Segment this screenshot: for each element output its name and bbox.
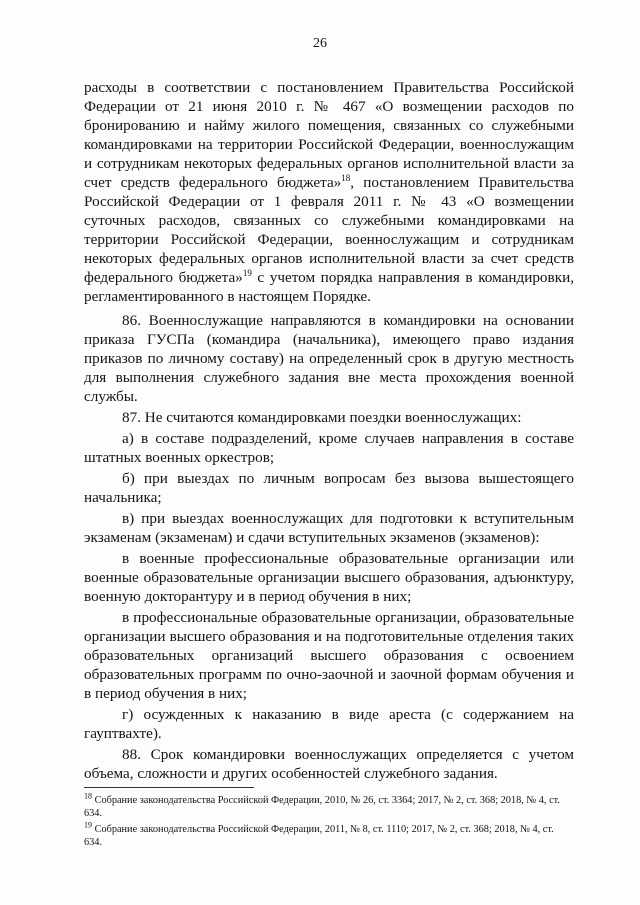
footnote-text: Собрание законодательства Российской Федерации, 2011, № 8, ст. 1110; 2017, № 2, ст. 368; 2018, № 4, ст. 634.: [84, 824, 554, 848]
paragraph-text: расходы в соответствии с постановлением Правительства Российской Федерации от 21 июня 2010 г. № 467 «О возмещении расходов по бронированию и найму жилого помещения, связанных со служебными командировками на территории Российской Федерации, военнослужащим и сотрудникам некоторых федеральных органов исполнительной власти за счет средств федерального бюджета»: [84, 79, 574, 191]
paragraph-text: , постановлением Правительства Российской Федерации от 1 февраля 2011 г. № 43 «О возмещении суточных расходов, связанных со служебными командировками на территории Российской Федерации, военнослужащим и сотрудникам некоторых федеральных органов исполнительной власти за счет средств федерального бюджета»: [84, 174, 574, 286]
footnote-text: Собрание законодательства Российской Федерации, 2010, № 26, ст. 3364; 2017, № 2, ст. 368; 2018, № 4, ст. 634.: [84, 795, 560, 819]
paragraph-87-b: б) при выездах по личным вопросам без вызова вышестоящего начальника;: [84, 470, 574, 506]
document-body: [84, 78, 574, 785]
paragraph-87-v: в) при выездах военнослужащих для подготовки к вступительным экзаменам (экзаменам) и сдачи вступительных экзаменов (экзаменов):: [84, 510, 574, 546]
paragraph-87-v-1: в военные профессиональные образовательные организации или военные образовательные организации высшего образования, адъюнктуру, военную докторантуру и в период обучения в них;: [84, 550, 574, 605]
footnote-mark: 19: [84, 820, 92, 830]
paragraph-87: 87. Не считаются командировками поездки военнослужащих:: [122, 409, 522, 426]
footnote-ref-18[interactable]: 18: [341, 172, 351, 183]
paragraph-continuation: [84, 78, 574, 306]
footnote-18: [84, 791, 574, 820]
paragraph-87-a: а) в составе подразделений, кроме случаев направления в составе штатных военных оркестров;: [84, 430, 574, 466]
paragraph-87-v-2: в профессиональные образовательные организации, образовательные организации высшего образования и на подготовительные отделения таких образовательных организаций высшего образования с освоением образовательных программ по очно-заочной и заочной формам обучения и в период обучения в них;: [84, 609, 574, 702]
paragraph-87-g: г) осужденных к наказанию в виде ареста (с содержанием на гауптвахте).: [84, 706, 574, 742]
footnote-mark: 18: [84, 791, 92, 801]
footnote-19: [84, 820, 574, 849]
page-number: 26: [313, 36, 327, 51]
paragraph-88: 88. Срок командировки военнослужащих определяется с учетом объема, сложности и других особенностей служебного задания.: [84, 746, 574, 782]
paragraph-text: с учетом порядка направления в командировки, регламентированного в настоящем Порядке.: [84, 269, 574, 305]
paragraph-86: 86. Военнослужащие направляются в командировки на основании приказа ГУСПа (командира (начальника), имеющего право издания приказов по личному составу) на определенный срок в другую местность для выполнения служебного задания вне места прохождения военной службы.: [84, 312, 574, 405]
footnote-divider: [84, 787, 254, 788]
footnote-ref-19[interactable]: 19: [242, 267, 252, 278]
footnotes: [84, 791, 574, 852]
